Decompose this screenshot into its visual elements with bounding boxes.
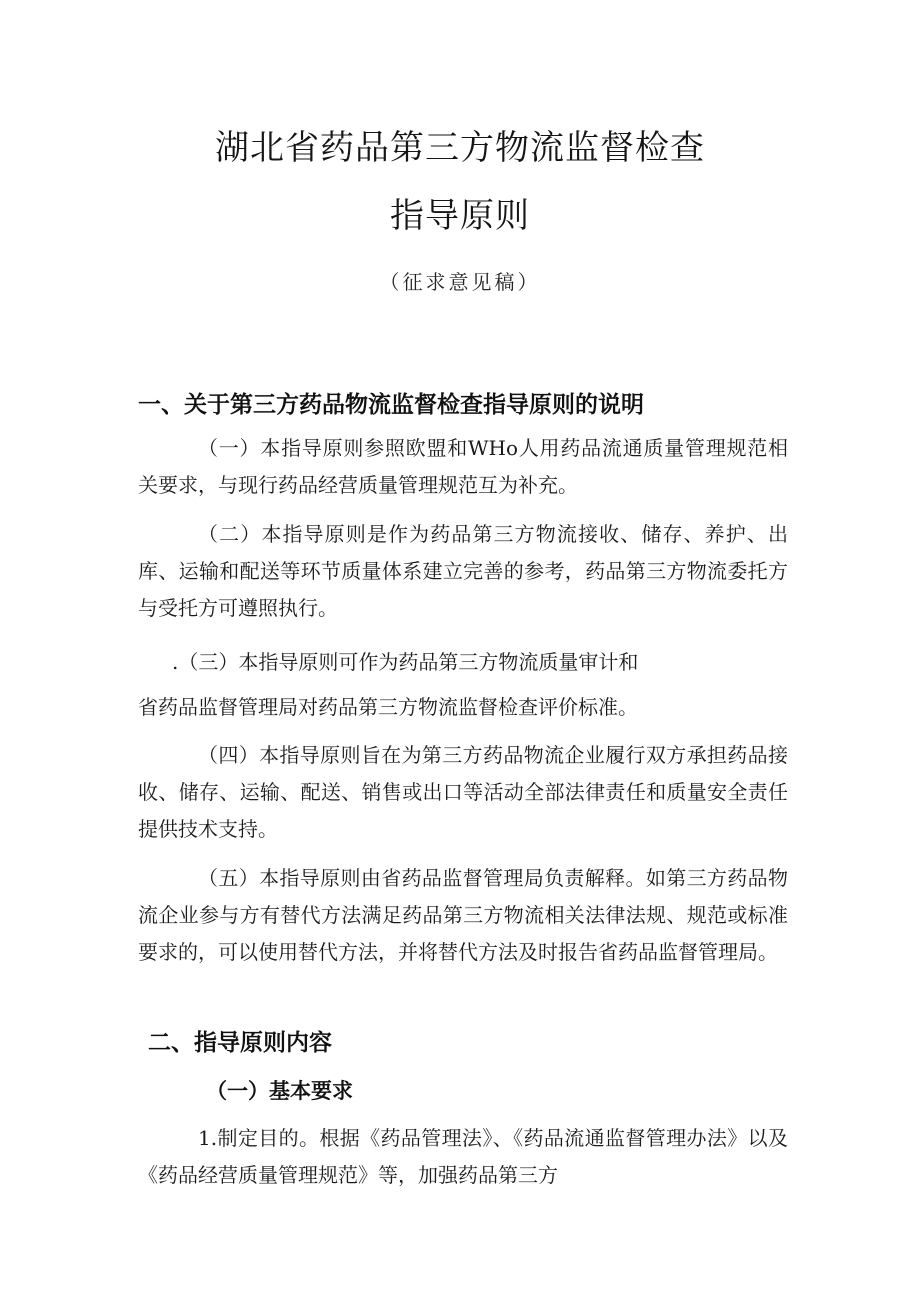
document-title-line-1: 湖北省药品第三方物流监督检查 <box>215 128 705 168</box>
document-title-line-2: 指导原则 <box>390 196 530 236</box>
paragraph-1: （一）本指导原则参照欧盟和WHo人用药品流通质量管理规范相关要求，与现行药品经营质量管理规范互为补充。 <box>138 436 788 497</box>
document-subtitle: （征求意见稿） <box>379 270 541 294</box>
subsection-1-heading: （一）基本要求 <box>206 1079 353 1103</box>
paragraph-5: （五）本指导原则由省药品监督管理局负责解释。如第三方药品物流企业参与方有替代方法满足药品第三方物流相关法律法规、规范或标准要求的，可以使用替代方法，并将替代方法及时报告省药品监督管理局。 <box>138 866 788 964</box>
section-2-heading: 二、指导原则内容 <box>148 1030 332 1056</box>
paragraph-4: （四）本指导原则旨在为第三方药品物流企业履行双方承担药品接收、储存、运输、配送、销售或出口等活动全部法律责任和质量安全责任提供技术支持。 <box>138 743 788 841</box>
section-1-heading: 一、关于第三方药品物流监督检查指导原则的说明 <box>138 392 644 418</box>
paragraph-3-line-2: 省药品监督管理局对药品第三方物流监督检查评价标准。 <box>138 695 638 719</box>
paragraph-6: 1.制定目的。根据《药品管理法》、《药品流通监督管理办法》以及《药品经营质量管理规范》等，加强药品第三方 <box>138 1126 788 1187</box>
paragraph-3-line-1: .（三）本指导原则可作为药品第三方物流质量审计和 <box>172 650 639 674</box>
paragraph-2: （二）本指导原则是作为药品第三方物流接收、储存、养护、出库、运输和配送等环节质量体系建立完善的参考，药品第三方物流委托方与受托方可遵照执行。 <box>138 522 788 620</box>
